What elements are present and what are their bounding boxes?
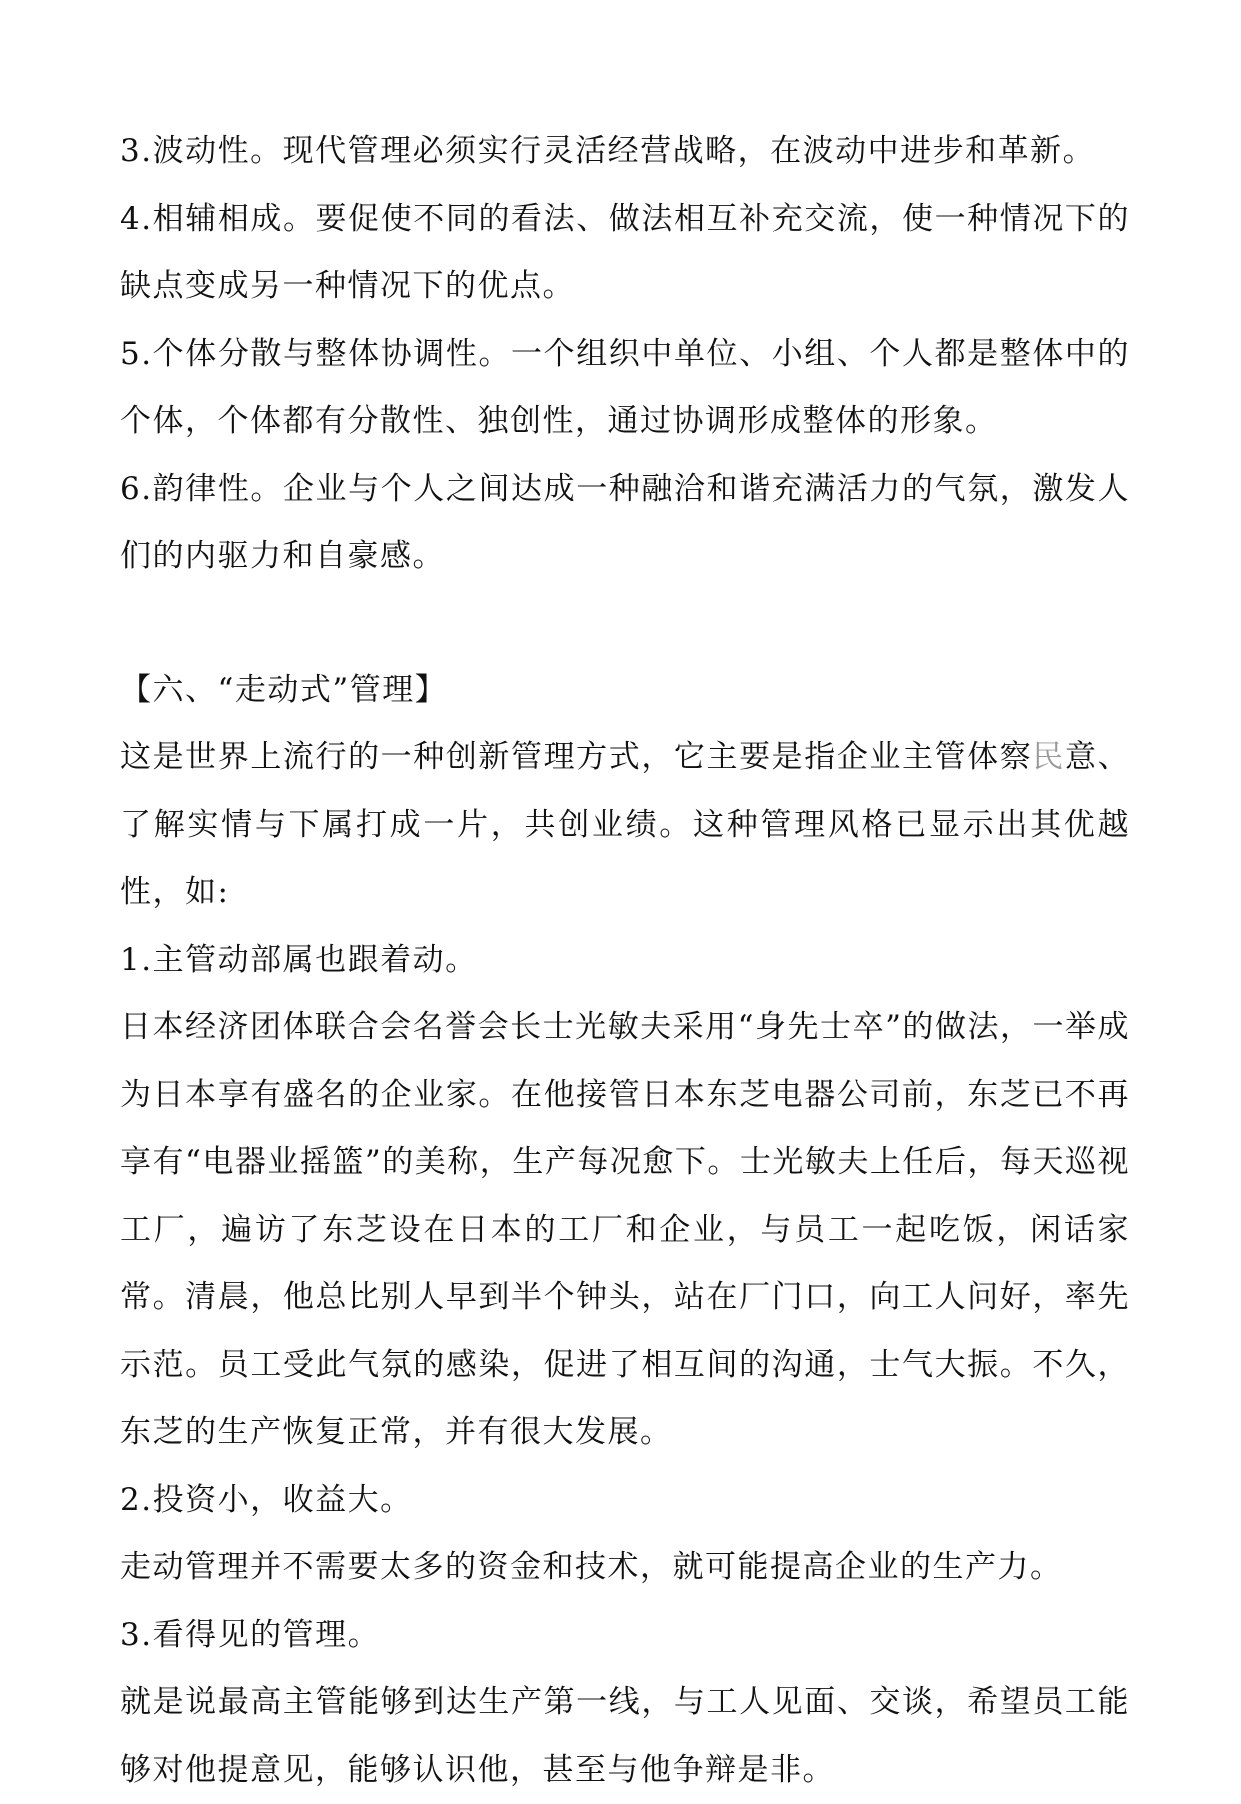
section-heading: 【六、“走动式”管理】 [120, 671, 448, 708]
intro-faded-char: 民 [1032, 739, 1065, 775]
intro-text-before: 这是世界上流行的一种创新管理方式，它主要是指企业主管体察 [120, 739, 1033, 775]
paragraph-fluctuation: 3.波动性。现代管理必须实行灵活经营战略，在波动中进步和革新。 [120, 133, 1096, 169]
paragraph-point-2-body: 走动管理并不需要太多的资金和技术，就可能提高企业的生产力。 [120, 1549, 1063, 1585]
paragraph-point-2-title: 2.投资小，收益大。 [120, 1481, 413, 1518]
paragraph-individual-coordination: 5.个体分散与整体协调性。一个组织中单位、小组、个人都是整体中的个体，个体都有分散性、独创性，通过协调形成整体的形象。 [120, 335, 1130, 439]
paragraph-toshiba-example: 日本经济团体联合会名誉会长士光敏夫采用“身先士卒”的做法，一举成为日本享有盛名的企业家。在他接管日本东芝电器公司前，东芝已不再享有“电器业摇篮”的美称，生产每况愈下。士光敏夫上任后，每天巡视工厂，遍访了东芝设在日本的工厂和企业，与员工一起吃饭，闲话家常。清晨，他总比别人早到半个钟头，站在厂门口，向工人问好，率先示范。员工受此气氛的感染，促进了相互间的沟通，士气大振。不久，东芝的生产恢复正常，并有很大发展。 [120, 1009, 1130, 1450]
document-page [120, 118, 1130, 1804]
intro-text-after: 意、了解实情与下属打成一片，共创业绩。这种管理风格已显示出其优越性，如: [120, 739, 1131, 910]
paragraph-point-1-title: 1.主管动部属也跟着动。 [120, 941, 478, 978]
paragraph-complementary: 4.相辅相成。要促使不同的看法、做法相互补充交流，使一种情况下的缺点变成另一种情况下的优点。 [120, 200, 1130, 304]
paragraph-point-3-body: 就是说最高主管能够到达生产第一线，与工人见面、交谈，希望员工能够对他提意见，能够认识他，甚至与他争辩是非。 [120, 1684, 1130, 1788]
paragraph-point-3-title: 3.看得见的管理。 [120, 1616, 381, 1653]
paragraph-intro [120, 724, 1130, 927]
paragraph-rhythm: 6.韵律性。企业与个人之间达成一种融洽和谐充满活力的气氛，激发人们的内驱力和自豪感。 [120, 470, 1130, 574]
